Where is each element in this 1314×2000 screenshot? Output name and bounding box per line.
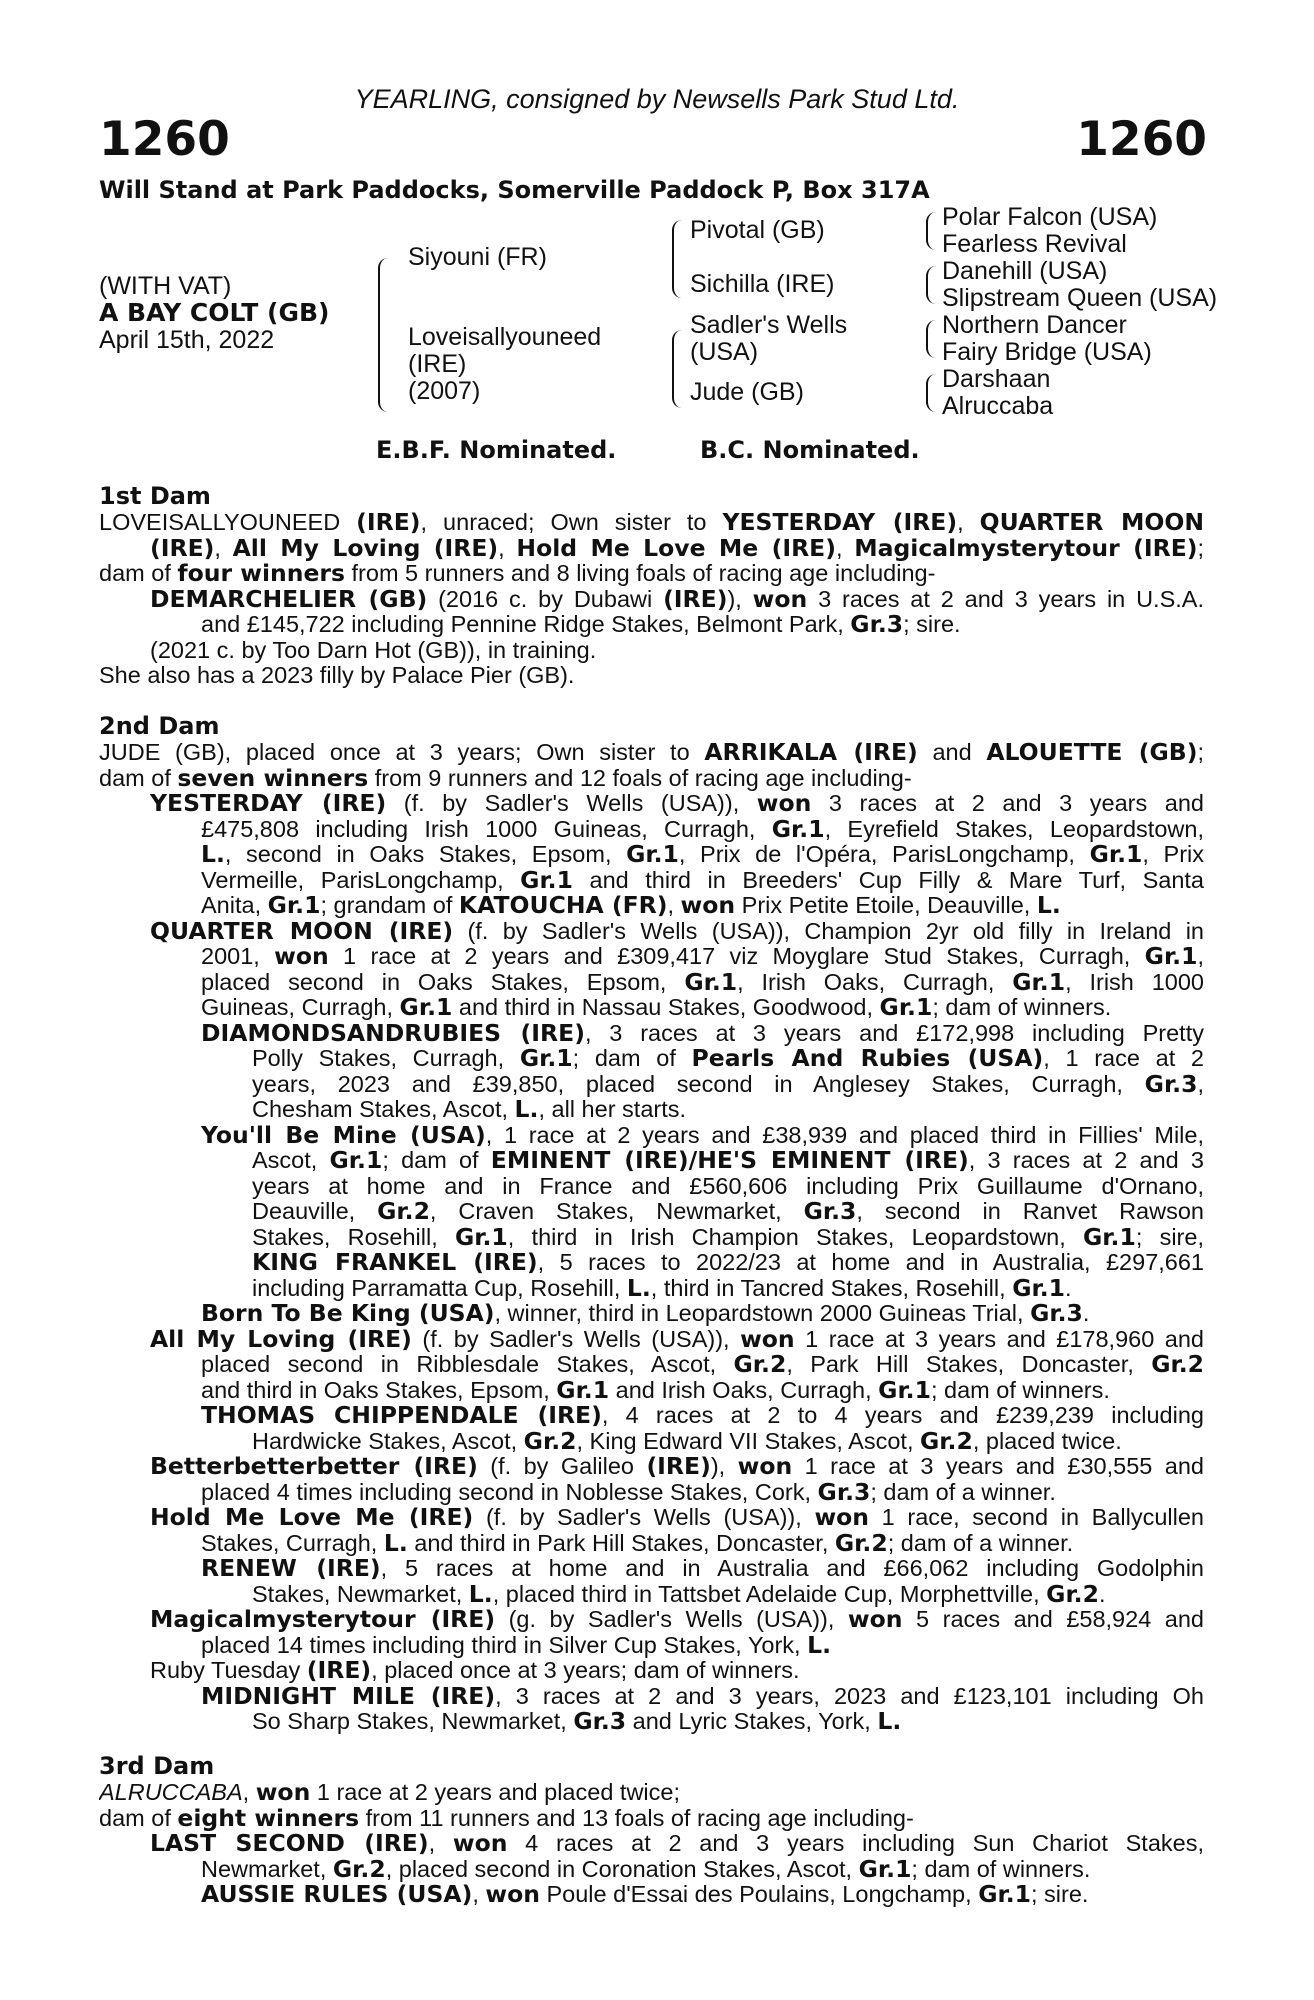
pedigree-text-line: Chesham Stakes, Ascot, L., all her starts. <box>252 1097 687 1123</box>
consignor-line: YEARLING, consigned by Newsells Park Stud Ltd. <box>354 84 960 114</box>
pedigree-text-line: Stakes, Rosehill, Gr.1, third in Irish Champion Stakes, Leopardstown, Gr.1; sire, <box>252 1224 1204 1250</box>
gen1-bracket <box>378 258 392 412</box>
ds-sire: Northern Dancer <box>942 311 1127 339</box>
pedigree-text-line: £475,808 including Irish 1000 Guineas, Curragh, Gr.1, Eyrefield Stakes, Leopardstown, <box>201 816 1204 842</box>
ss-dam: Fearless Revival <box>942 230 1127 258</box>
pedigree-text-line: Polly Stakes, Curragh, Gr.1; dam of Pearls And Rubies (USA), 1 race at 2 <box>252 1046 1204 1072</box>
pedigree-text-line: 2001, won 1 race at 2 years and £309,417 viz Moyglare Stud Stakes, Curragh, Gr.1, <box>201 944 1204 970</box>
lot-number-left: 1260 <box>99 112 230 167</box>
pedigree-text-line: She also has a 2023 filly by Palace Pier (GB). <box>99 663 575 688</box>
dd-dam: Alruccaba <box>942 392 1054 420</box>
pedigree-text-line: KING FRANKEL (IRE), 5 races to 2022/23 at home and in Australia, £297,661 <box>252 1250 1204 1276</box>
lot-number-right: 1260 <box>1076 112 1207 167</box>
pedigree-text-line: Newmarket, Gr.2, placed second in Coronation Stakes, Ascot, Gr.1; dam of winners. <box>201 1856 1091 1882</box>
pedigree-text-line: including Parramatta Cup, Rosehill, L., third in Tancred Stakes, Rosehill, Gr.1. <box>252 1275 1072 1301</box>
gen2-sire-bracket <box>672 220 684 298</box>
vat-note: (WITH VAT) <box>99 272 232 300</box>
sd-dam: Slipstream Queen (USA) <box>942 284 1218 312</box>
pedigree-text-line: THOMAS CHIPPENDALE (IRE), 4 races at 2 to 4 years and £239,239 including <box>201 1403 1204 1429</box>
pedigree-text-line: years, 2023 and £39,850, placed second in Anglesey Stakes, Curragh, Gr.3, <box>252 1071 1204 1097</box>
pedigree-text-line: So Sharp Stakes, Newmarket, Gr.3 and Lyric Stakes, York, L. <box>252 1709 902 1735</box>
pedigree-text-line: Stakes, Newmarket, L., placed third in Tattsbet Adelaide Cup, Morphettville, Gr.2. <box>252 1581 1106 1607</box>
dam-name-line2: (IRE) <box>408 350 467 378</box>
pedigree-text-line: dam of seven winners from 9 runners and 12 foals of racing age including- <box>99 765 912 791</box>
pedigree-text-line: and third in Oaks Stakes, Epsom, Gr.1 and Irish Oaks, Curragh, Gr.1; dam of winners. <box>201 1377 1110 1403</box>
pedigree-text-line: Ascot, Gr.1; dam of EMINENT (IRE)/HE'S EMINENT (IRE), 3 races at 2 and 3 <box>252 1148 1204 1174</box>
pedigree-text-line: LOVEISALLYOUNEED (IRE), unraced; Own sister to YESTERDAY (IRE), QUARTER MOON <box>99 510 1204 536</box>
dam-sire-line1: Sadler's Wells <box>690 311 848 339</box>
pedigree-text-line: ALRUCCABA, won 1 race at 2 years and placed twice; <box>99 1780 680 1806</box>
pedigree-text-line: (IRE), All My Loving (IRE), Hold Me Love Me (IRE), Magicalmysterytour (IRE); <box>150 535 1204 561</box>
pedigree-text-line: You'll Be Mine (USA), 1 race at 2 years and £38,939 and placed third in Fillies' Mile, <box>201 1122 1204 1148</box>
pedigree-text-line: placed 14 times including third in Silver Cup Stakes, York, L. <box>201 1632 832 1658</box>
pedigree-text-line: Vermeille, ParisLongchamp, Gr.1 and third in Breeders' Cup Filly & Mare Turf, Santa <box>201 867 1204 893</box>
pedigree-text-line: Born To Be King (USA), winner, third in Leopardstown 2000 Guineas Trial, Gr.3. <box>201 1301 1090 1327</box>
sire-dam: Sichilla (IRE) <box>690 270 835 298</box>
pedigree-text-line: Magicalmysterytour (IRE) (g. by Sadler's Wells (USA)), won 5 races and £58,924 and <box>150 1607 1204 1633</box>
pedigree-text-line: Deauville, Gr.2, Craven Stakes, Newmarket, Gr.3, second in Ranvet Rawson <box>252 1199 1204 1225</box>
dd-sire: Darshaan <box>942 365 1051 393</box>
first-dam-body <box>99 510 1204 689</box>
pedigree-text-line: AUSSIE RULES (USA), won Poule d'Essai des Poulains, Longchamp, Gr.1; sire. <box>201 1882 1089 1908</box>
pedigree-text-line: YESTERDAY (IRE) (f. by Sadler's Wells (USA)), won 3 races at 2 and 3 years and <box>150 791 1204 817</box>
second-dam-body <box>99 740 1204 1735</box>
pedigree-text-line: LAST SECOND (IRE), won 4 races at 2 and 3 years including Sun Chariot Stakes, <box>150 1831 1204 1857</box>
pedigree-text-line: Hold Me Love Me (IRE) (f. by Sadler's Wells (USA)), won 1 race, second in Ballycullen <box>150 1505 1204 1531</box>
pedigree-text-line: Stakes, Curragh, L. and third in Park Hill Stakes, Doncaster, Gr.2; dam of a winner. <box>201 1530 1074 1556</box>
ss-sire: Polar Falcon (USA) <box>942 203 1158 231</box>
gen3-bracket-4 <box>926 374 936 412</box>
gen3-bracket-3 <box>926 320 936 358</box>
gen2-dam-bracket <box>672 330 684 408</box>
pedigree-text-line: dam of eight winners from 11 runners and 13 foals of racing age including- <box>99 1805 914 1831</box>
gen3-bracket-1 <box>926 212 936 250</box>
pedigree-text-line: placed second in Oaks Stakes, Epsom, Gr.1, Irish Oaks, Curragh, Gr.1, Irish 1000 <box>201 969 1204 995</box>
pedigree-text-line: dam of four winners from 5 runners and 8 living foals of racing age including- <box>99 561 936 587</box>
dam-sire-line2: (USA) <box>690 338 759 366</box>
first-dam-heading: 1st Dam <box>99 482 211 510</box>
sire-name: Siyouni (FR) <box>408 243 547 271</box>
pedigree-text-line: Anita, Gr.1; grandam of KATOUCHA (FR), won Prix Petite Etoile, Deauville, L. <box>201 893 1061 919</box>
pedigree-text-line: Ruby Tuesday (IRE), placed once at 3 years; dam of winners. <box>150 1658 800 1684</box>
sd-sire: Danehill (USA) <box>942 257 1108 285</box>
dam-dam: Jude (GB) <box>690 378 804 406</box>
pedigree-text-line: Hardwicke Stakes, Ascot, Gr.2, King Edward VII Stakes, Ascot, Gr.2, placed twice. <box>252 1428 1122 1454</box>
pedigree-text-line: RENEW (IRE), 5 races at home and in Australia and £66,062 including Godolphin <box>201 1556 1204 1582</box>
subject-name: A BAY COLT (GB) <box>99 298 330 327</box>
pedigree-text-line: DIAMONDSANDRUBIES (IRE), 3 races at 3 years and £172,998 including Pretty <box>201 1020 1204 1046</box>
dam-name-line3: (2007) <box>408 377 481 405</box>
subject-dob: April 15th, 2022 <box>99 326 275 354</box>
stand-location: Will Stand at Park Paddocks, Somerville Paddock P, Box 317A <box>99 176 930 204</box>
sire-sire: Pivotal (GB) <box>690 216 825 244</box>
pedigree-text-line: (2021 c. by Too Darn Hot (GB)), in training. <box>150 637 597 663</box>
pedigree-text-line: L., second in Oaks Stakes, Epsom, Gr.1, Prix de l'Opéra, ParisLongchamp, Gr.1, Prix <box>201 842 1204 868</box>
bc-nomination: B.C. Nominated. <box>700 436 920 464</box>
ds-dam: Fairy Bridge (USA) <box>942 338 1152 366</box>
pedigree-text-line: MIDNIGHT MILE (IRE), 3 races at 2 and 3 years, 2023 and £123,101 including Oh <box>201 1683 1204 1709</box>
pedigree-text-line: Betterbetterbetter (IRE) (f. by Galileo (IRE)), won 1 race at 3 years and £30,555 and <box>150 1454 1204 1480</box>
pedigree-text-line: All My Loving (IRE) (f. by Sadler's Wells (USA)), won 1 race at 3 years and £178,960 and <box>150 1326 1204 1352</box>
second-dam-heading: 2nd Dam <box>99 712 220 740</box>
pedigree-text-line: placed 4 times including second in Noblesse Stakes, Cork, Gr.3; dam of a winner. <box>201 1479 1056 1505</box>
ebf-nomination: E.B.F. Nominated. <box>376 436 617 464</box>
pedigree-text-line: and £145,722 including Pennine Ridge Stakes, Belmont Park, Gr.3; sire. <box>201 612 961 638</box>
third-dam-heading: 3rd Dam <box>99 1752 215 1780</box>
pedigree-text-line: QUARTER MOON (IRE) (f. by Sadler's Wells (USA)), Champion 2yr old filly in Ireland in <box>150 918 1204 944</box>
pedigree-text-line: Guineas, Curragh, Gr.1 and third in Nassau Stakes, Goodwood, Gr.1; dam of winners. <box>201 995 1112 1021</box>
third-dam-body <box>99 1780 1204 1908</box>
pedigree-text-line: years at home and in France and £560,606 including Prix Guillaume d'Ornano, <box>252 1173 1204 1199</box>
pedigree-text-line: placed second in Ribblesdale Stakes, Ascot, Gr.2, Park Hill Stakes, Doncaster, Gr.2 <box>201 1352 1204 1378</box>
dam-name-line1: Loveisallyouneed <box>408 323 602 351</box>
pedigree-text-line: DEMARCHELIER (GB) (2016 c. by Dubawi (IRE)), won 3 races at 2 and 3 years in U.S.A. <box>150 586 1204 612</box>
gen3-bracket-2 <box>926 266 936 304</box>
pedigree-text-line: JUDE (GB), placed once at 3 years; Own sister to ARRIKALA (IRE) and ALOUETTE (GB); <box>99 740 1204 766</box>
